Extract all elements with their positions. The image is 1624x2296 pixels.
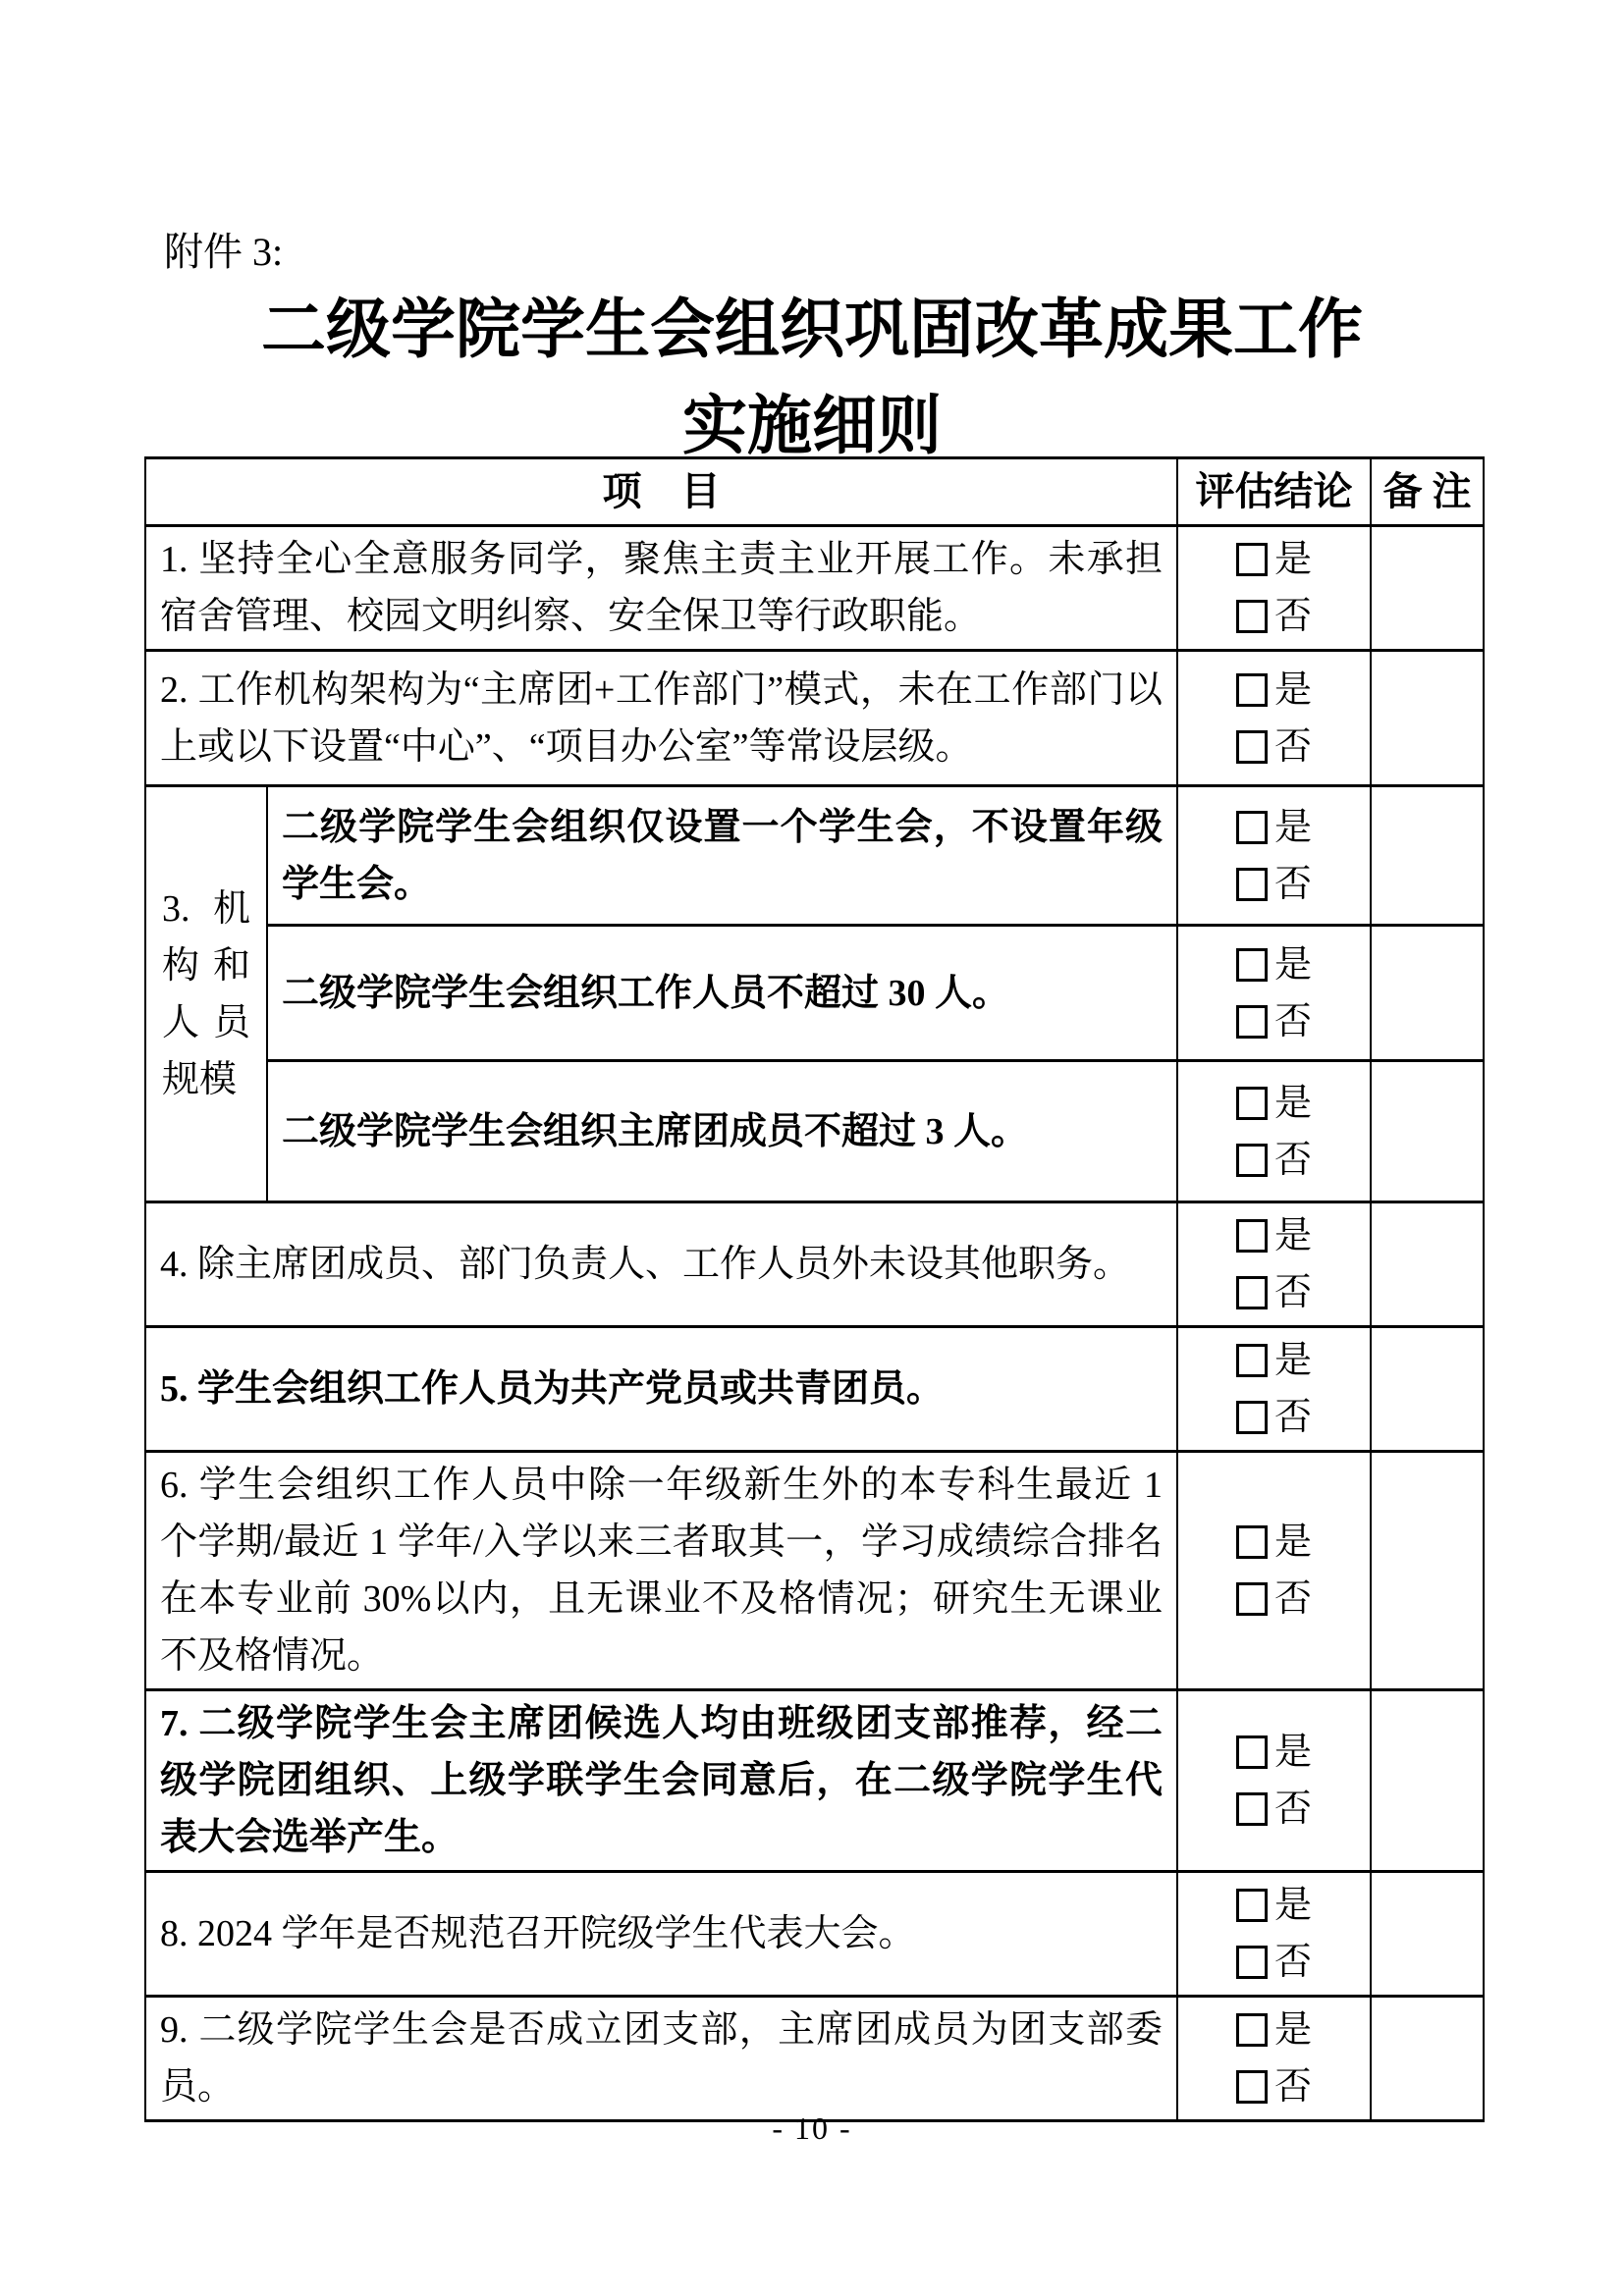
checkbox-icon [1236, 1219, 1268, 1253]
checkbox-icon [1236, 811, 1268, 844]
checkbox-no[interactable] [1180, 1571, 1368, 1628]
item-cell-2: 2. 工作机构架构为“主席团+工作部门”模式，未在工作部门以上或以下设置“中心”、“项目办公室”等常设层级。 [145, 651, 1177, 786]
remark-cell-3-1 [1371, 786, 1484, 926]
document-title-line1: 二级学院学生会组织巩固改革成果工作 [261, 294, 1363, 366]
header-item: 项 目 [145, 458, 1177, 526]
checkbox-icon [1236, 543, 1268, 576]
remark-cell-1 [1371, 526, 1484, 651]
document-title-line2: 实施细则 [682, 391, 942, 462]
checkbox-yes[interactable] [1180, 1207, 1368, 1264]
item-cell-5: 5. 学生会组织工作人员为共产党员或共青团员。 [145, 1327, 1177, 1452]
remark-cell-6 [1371, 1452, 1484, 1690]
checkbox-label: 是 [1273, 539, 1312, 580]
checkbox-yes[interactable] [1180, 531, 1368, 588]
table-row-8 [145, 1872, 1484, 1997]
checkbox-label: 是 [1273, 1522, 1312, 1563]
conclusion-cell-6 [1177, 1452, 1371, 1690]
checkbox-no[interactable] [1180, 1132, 1368, 1189]
attachment-label: 附件 3: [164, 230, 284, 274]
item-cell-3-1: 二级学院学生会组织仅设置一个学生会，不设置年级学生会。 [267, 786, 1177, 926]
item-cell-7: 7. 二级学院学生会主席团候选人均由班级团支部推荐，经二级学院团组织、上级学联学生会同意后，在二级学院学生代表大会选举产生。 [145, 1690, 1177, 1872]
checkbox-icon [1236, 1889, 1268, 1922]
checkbox-label: 否 [1273, 863, 1312, 905]
checkbox-icon [1236, 730, 1268, 764]
conclusion-cell-8 [1177, 1872, 1371, 1997]
checkbox-yes[interactable] [1180, 662, 1368, 719]
checkbox-no[interactable] [1180, 588, 1368, 645]
checkbox-label: 是 [1273, 943, 1312, 986]
checkbox-no[interactable] [1180, 1781, 1368, 1838]
checkbox-icon [1236, 1344, 1268, 1377]
remark-cell-5 [1371, 1327, 1484, 1452]
conclusion-cell-4 [1177, 1202, 1371, 1327]
checkbox-label: 否 [1273, 1397, 1312, 1438]
item-cell-4: 4. 除主席团成员、部门负责人、工作人员外未设其他职务。 [145, 1202, 1177, 1327]
conclusion-cell-7 [1177, 1690, 1371, 1872]
table-row-1 [145, 526, 1484, 651]
checkbox-icon [1236, 1144, 1268, 1177]
checkbox-icon [1236, 1735, 1268, 1769]
table-row-3-sub-1 [145, 786, 1484, 926]
item-cell-3-2: 二级学院学生会组织工作人员不超过 30 人。 [267, 926, 1177, 1061]
checkbox-icon [1236, 1401, 1268, 1434]
table-row-7 [145, 1690, 1484, 1872]
checkbox-no[interactable] [1180, 856, 1368, 913]
checkbox-yes[interactable] [1180, 1724, 1368, 1781]
checkbox-label: 否 [1273, 1000, 1312, 1042]
checkbox-yes[interactable] [1180, 1332, 1368, 1389]
remark-cell-9 [1371, 1997, 1484, 2121]
checkbox-icon [1236, 2070, 1268, 2104]
checkbox-yes[interactable] [1180, 1075, 1368, 1132]
remark-cell-8 [1371, 1872, 1484, 1997]
checkbox-label: 是 [1273, 1082, 1312, 1124]
checkbox-yes[interactable] [1180, 1877, 1368, 1934]
header-conclusion: 评估结论 [1177, 458, 1371, 526]
table-header-row [145, 458, 1484, 526]
checkbox-label: 否 [1273, 596, 1312, 637]
table-row-6 [145, 1452, 1484, 1690]
checkbox-icon [1236, 1582, 1268, 1616]
item-cell-8: 8. 2024 学年是否规范召开院级学生代表大会。 [145, 1872, 1177, 1997]
checkbox-icon [1236, 1525, 1268, 1559]
table-row-9 [145, 1997, 1484, 2121]
checkbox-no[interactable] [1180, 993, 1368, 1050]
conclusion-cell-3-3 [1177, 1061, 1371, 1202]
table-row-2 [145, 651, 1484, 786]
checkbox-icon [1236, 2013, 1268, 2047]
checkbox-label: 否 [1273, 725, 1312, 768]
checkbox-label: 否 [1273, 1789, 1312, 1830]
checkbox-label: 是 [1273, 1215, 1312, 1256]
item-cell-6: 6. 学生会组织工作人员中除一年级新生外的本专科生最近 1 个学期/最近 1 学年/入学以来三者取其一，学习成绩综合排名在本专业前 30%以内，且无课业不及格情况；研究生无课业不及格情况。 [145, 1452, 1177, 1690]
checkbox-yes[interactable] [1180, 1514, 1368, 1571]
remark-cell-2 [1371, 651, 1484, 786]
conclusion-cell-3-2 [1177, 926, 1371, 1061]
checkbox-icon [1236, 1946, 1268, 1979]
page-number: - 10 - [772, 2110, 852, 2146]
checkbox-no[interactable] [1180, 1264, 1368, 1321]
checkbox-label: 是 [1273, 806, 1312, 848]
conclusion-cell-5 [1177, 1327, 1371, 1452]
table-row-4 [145, 1202, 1484, 1327]
checkbox-yes[interactable] [1180, 799, 1368, 856]
checkbox-label: 否 [1273, 1578, 1312, 1620]
checkbox-icon [1236, 948, 1268, 982]
table-row-3-sub-3 [145, 1061, 1484, 1202]
checkbox-label: 是 [1273, 668, 1312, 711]
checkbox-icon [1236, 868, 1268, 901]
checkbox-no[interactable] [1180, 719, 1368, 775]
checkbox-label: 否 [1273, 1942, 1312, 1983]
item-cell-1: 1. 坚持全心全意服务同学，聚焦主责主业开展工作。未承担宿舍管理、校园文明纠察、安全保卫等行政职能。 [145, 526, 1177, 651]
checkbox-label: 是 [1273, 1732, 1312, 1773]
checkbox-label: 是 [1273, 1340, 1312, 1381]
remark-cell-3-3 [1371, 1061, 1484, 1202]
group-label-cell-3: 3. 机构和人员规模 [145, 786, 267, 1202]
remark-cell-3-2 [1371, 926, 1484, 1061]
checkbox-icon [1236, 600, 1268, 633]
item-cell-9: 9. 二级学院学生会是否成立团支部，主席团成员为团支部委员。 [145, 1997, 1177, 2121]
assessment-table [144, 456, 1485, 2122]
checkbox-yes[interactable] [1180, 936, 1368, 993]
table-row-5 [145, 1327, 1484, 1452]
checkbox-label: 是 [1273, 1885, 1312, 1926]
checkbox-icon [1236, 1792, 1268, 1826]
checkbox-no[interactable] [1180, 1934, 1368, 1991]
conclusion-cell-2 [1177, 651, 1371, 786]
checkbox-icon [1236, 1005, 1268, 1039]
checkbox-yes[interactable] [1180, 2002, 1368, 2058]
conclusion-cell-1 [1177, 526, 1371, 651]
checkbox-icon [1236, 673, 1268, 707]
checkbox-label: 是 [1273, 2009, 1312, 2051]
checkbox-icon [1236, 1087, 1268, 1120]
header-remark: 备 注 [1371, 458, 1484, 526]
conclusion-cell-3-1 [1177, 786, 1371, 926]
checkbox-no[interactable] [1180, 2058, 1368, 2115]
remark-cell-4 [1371, 1202, 1484, 1327]
table-row-3-sub-2 [145, 926, 1484, 1061]
checkbox-icon [1236, 1276, 1268, 1309]
conclusion-cell-9 [1177, 1997, 1371, 2121]
remark-cell-7 [1371, 1690, 1484, 1872]
checkbox-no[interactable] [1180, 1389, 1368, 1446]
checkbox-label: 否 [1273, 2066, 1312, 2108]
checkbox-label: 否 [1273, 1272, 1312, 1313]
item-cell-3-3: 二级学院学生会组织主席团成员不超过 3 人。 [267, 1061, 1177, 1202]
checkbox-label: 否 [1273, 1139, 1312, 1181]
